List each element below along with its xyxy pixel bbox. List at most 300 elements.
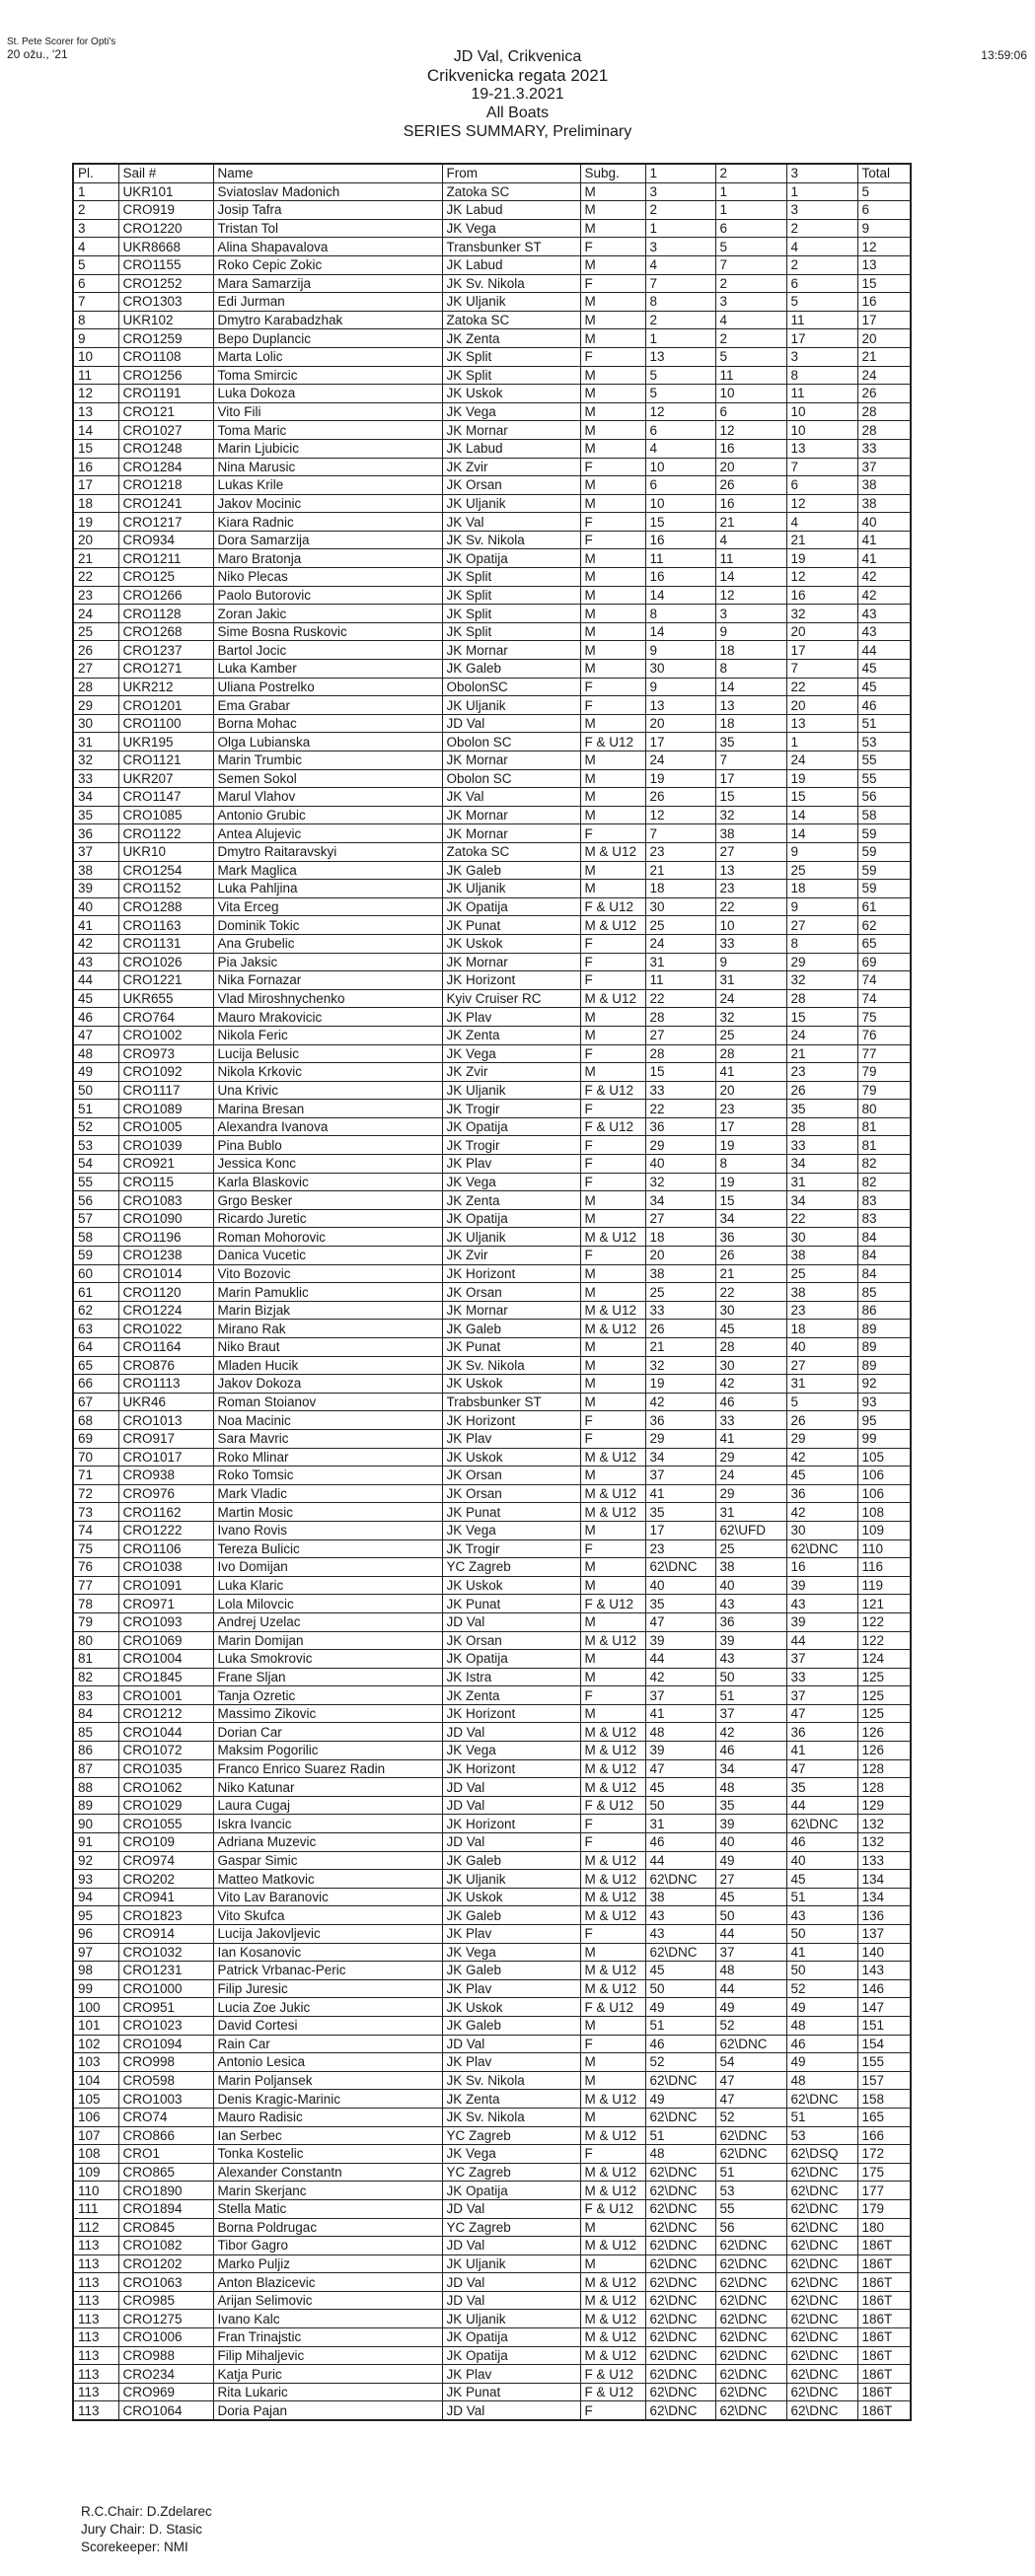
- cell-subgroup: M & U12: [580, 916, 645, 935]
- cell-race-3: 16: [786, 586, 857, 605]
- cell-total: 134: [857, 1888, 911, 1906]
- cell-total: 110: [857, 1539, 911, 1558]
- cell-total: 133: [857, 1851, 911, 1870]
- cell-race-1: 19: [645, 769, 715, 788]
- cell-club: JK Uskok: [442, 1998, 580, 2017]
- table-row: [73, 1356, 911, 1375]
- cell-sail-number: CRO1117: [118, 1081, 213, 1100]
- cell-club: JK Labud: [442, 439, 580, 458]
- table-row: [73, 2163, 911, 2182]
- cell-race-1: 15: [645, 1063, 715, 1082]
- cell-sail-number: CRO1217: [118, 513, 213, 532]
- cell-total: 172: [857, 2145, 911, 2164]
- cell-race-1: 62\DNC: [645, 2163, 715, 2182]
- cell-sailor-name: Dmytro Raitaravskyi: [213, 842, 442, 861]
- cell-subgroup: M & U12: [580, 2090, 645, 2109]
- cell-club: JK Uljanik: [442, 880, 580, 898]
- cell-place: 96: [73, 1925, 118, 1944]
- cell-sail-number: UKR46: [118, 1393, 213, 1411]
- cell-club: JK Zenta: [442, 1026, 580, 1044]
- cell-race-2: 25: [715, 1539, 786, 1558]
- cell-race-3: 50: [786, 1925, 857, 1944]
- table-row: [73, 1558, 911, 1577]
- cell-race-1: 62\DNC: [645, 2365, 715, 2384]
- cell-race-3: 53: [786, 2126, 857, 2145]
- table-row: [73, 1742, 911, 1760]
- cell-sail-number: CRO1221: [118, 971, 213, 990]
- cell-sail-number: CRO866: [118, 2126, 213, 2145]
- cell-sailor-name: Lola Milovcic: [213, 1595, 442, 1613]
- cell-race-1: 32: [645, 1356, 715, 1375]
- cell-sailor-name: Marin Skerjanc: [213, 2182, 442, 2200]
- table-row: [73, 1448, 911, 1467]
- cell-place: 80: [73, 1631, 118, 1650]
- cell-race-1: 9: [645, 678, 715, 696]
- cell-race-1: 62\DNC: [645, 2383, 715, 2401]
- cell-club: JK Istra: [442, 1668, 580, 1686]
- cell-sailor-name: Vito Skufca: [213, 1906, 442, 1925]
- cell-club: JK Orsan: [442, 476, 580, 495]
- cell-race-2: 37: [715, 1704, 786, 1723]
- cell-race-3: 36: [786, 1484, 857, 1503]
- table-row: [73, 1650, 911, 1669]
- cell-place: 44: [73, 971, 118, 990]
- cell-sail-number: CRO1002: [118, 1026, 213, 1044]
- cell-total: 155: [857, 2053, 911, 2072]
- cell-club: JD Val: [442, 1723, 580, 1742]
- rc-chair: R.C.Chair: D.Zdelarec: [81, 2504, 212, 2519]
- cell-sail-number: UKR195: [118, 733, 213, 751]
- col-header-race-1: 1: [645, 164, 715, 182]
- table-row: [73, 494, 911, 513]
- cell-sailor-name: Dora Samarzija: [213, 531, 442, 549]
- table-row: [73, 2145, 911, 2164]
- cell-sail-number: CRO1128: [118, 605, 213, 623]
- cell-race-1: 40: [645, 1155, 715, 1174]
- cell-place: 1: [73, 182, 118, 201]
- cell-race-2: 49: [715, 1851, 786, 1870]
- cell-club: JK Plav: [442, 1925, 580, 1944]
- table-row: [73, 751, 911, 770]
- cell-place: 30: [73, 714, 118, 733]
- cell-sailor-name: Luka Dokoza: [213, 385, 442, 403]
- table-row: [73, 586, 911, 605]
- table-row: [73, 1759, 911, 1778]
- cell-total: 119: [857, 1576, 911, 1595]
- cell-subgroup: M: [580, 1521, 645, 1539]
- cell-club: JK Vega: [442, 1173, 580, 1191]
- cell-total: 37: [857, 458, 911, 476]
- cell-sailor-name: Marin Poljansek: [213, 2071, 442, 2090]
- table-row: [73, 696, 911, 715]
- cell-race-2: 56: [715, 2218, 786, 2237]
- cell-sail-number: CRO1032: [118, 1943, 213, 1962]
- table-row: [73, 1833, 911, 1852]
- cell-race-3: 48: [786, 2016, 857, 2035]
- cell-sail-number: UKR207: [118, 769, 213, 788]
- table-row: [73, 2401, 911, 2420]
- table-row: [73, 1411, 911, 1430]
- cell-race-2: 10: [715, 385, 786, 403]
- cell-sailor-name: Doria Pajan: [213, 2401, 442, 2420]
- table-row: [73, 842, 911, 861]
- cell-total: 157: [857, 2071, 911, 2090]
- cell-club: JK Opatija: [442, 2346, 580, 2365]
- cell-race-2: 62\DNC: [715, 2383, 786, 2401]
- cell-race-3: 39: [786, 1612, 857, 1631]
- cell-race-2: 19: [715, 1173, 786, 1191]
- cell-race-1: 23: [645, 842, 715, 861]
- table-row: [73, 329, 911, 348]
- cell-race-3: 37: [786, 1650, 857, 1669]
- cell-subgroup: F: [580, 696, 645, 715]
- cell-sail-number: UKR10: [118, 842, 213, 861]
- cell-race-2: 14: [715, 678, 786, 696]
- cell-subgroup: M: [580, 2254, 645, 2273]
- cell-place: 87: [73, 1759, 118, 1778]
- cell-race-1: 9: [645, 641, 715, 660]
- cell-club: JK Plav: [442, 1429, 580, 1448]
- cell-race-1: 49: [645, 1998, 715, 2017]
- cell-race-1: 8: [645, 293, 715, 312]
- cell-subgroup: M & U12: [580, 2182, 645, 2200]
- cell-sailor-name: Roko Mlinar: [213, 1448, 442, 1467]
- cell-race-3: 32: [786, 605, 857, 623]
- cell-place: 4: [73, 238, 118, 256]
- cell-total: 45: [857, 660, 911, 679]
- table-row: [73, 953, 911, 971]
- cell-club: JK Galeb: [442, 1962, 580, 1980]
- col-header-subgroup: Subg.: [580, 164, 645, 182]
- cell-race-1: 42: [645, 1668, 715, 1686]
- cell-total: 6: [857, 201, 911, 220]
- cell-sailor-name: Laura Cugaj: [213, 1796, 442, 1815]
- cell-race-3: 62\DNC: [786, 2182, 857, 2200]
- cell-race-2: 47: [715, 2071, 786, 2090]
- table-row: [73, 1979, 911, 1998]
- cell-race-3: 50: [786, 1962, 857, 1980]
- cell-sailor-name: Marko Puljiz: [213, 2254, 442, 2273]
- cell-race-1: 62\DNC: [645, 1558, 715, 1577]
- cell-total: 166: [857, 2126, 911, 2145]
- cell-race-2: 30: [715, 1301, 786, 1320]
- cell-sailor-name: Marta Lolic: [213, 347, 442, 366]
- cell-race-1: 21: [645, 1338, 715, 1357]
- cell-sail-number: UKR101: [118, 182, 213, 201]
- table-row: [73, 916, 911, 935]
- cell-subgroup: F: [580, 1815, 645, 1833]
- cell-place: 29: [73, 696, 118, 715]
- cell-club: JK Split: [442, 586, 580, 605]
- cell-place: 48: [73, 1044, 118, 1063]
- cell-place: 55: [73, 1173, 118, 1191]
- cell-race-2: 50: [715, 1906, 786, 1925]
- cell-place: 68: [73, 1411, 118, 1430]
- cell-race-3: 33: [786, 1668, 857, 1686]
- cell-sail-number: CRO1006: [118, 2328, 213, 2347]
- cell-sail-number: CRO764: [118, 1008, 213, 1027]
- cell-club: JK Uljanik: [442, 494, 580, 513]
- cell-sail-number: CRO1113: [118, 1375, 213, 1394]
- cell-club: JK Uljanik: [442, 1870, 580, 1889]
- cell-total: 186T: [857, 2273, 911, 2292]
- cell-sail-number: CRO1164: [118, 1338, 213, 1357]
- cell-race-3: 46: [786, 2035, 857, 2053]
- cell-subgroup: M & U12: [580, 1448, 645, 1467]
- cell-sail-number: CRO1237: [118, 641, 213, 660]
- cell-total: 158: [857, 2090, 911, 2109]
- cell-place: 26: [73, 641, 118, 660]
- cell-race-3: 21: [786, 531, 857, 549]
- cell-total: 20: [857, 329, 911, 348]
- cell-race-2: 32: [715, 1008, 786, 1027]
- cell-total: 83: [857, 1191, 911, 1210]
- cell-sail-number: CRO1162: [118, 1503, 213, 1522]
- table-row: [73, 2126, 911, 2145]
- cell-sailor-name: Marin Pamuklic: [213, 1283, 442, 1302]
- cell-sailor-name: Tristan Tol: [213, 219, 442, 238]
- cell-sail-number: CRO1254: [118, 861, 213, 880]
- cell-club: JK Sv. Nikola: [442, 531, 580, 549]
- cell-sail-number: CRO1093: [118, 1612, 213, 1631]
- cell-race-2: 46: [715, 1393, 786, 1411]
- cell-club: JD Val: [442, 1833, 580, 1852]
- cell-sailor-name: Toma Smircic: [213, 366, 442, 385]
- cell-place: 27: [73, 660, 118, 679]
- cell-place: 73: [73, 1503, 118, 1522]
- cell-race-2: 18: [715, 641, 786, 660]
- cell-place: 113: [73, 2346, 118, 2365]
- cell-total: 26: [857, 385, 911, 403]
- cell-sailor-name: Sara Mavric: [213, 1429, 442, 1448]
- cell-total: 180: [857, 2218, 911, 2237]
- cell-place: 40: [73, 897, 118, 916]
- cell-race-1: 45: [645, 1778, 715, 1797]
- table-row: [73, 2254, 911, 2273]
- cell-club: JK Zenta: [442, 1191, 580, 1210]
- cell-place: 89: [73, 1796, 118, 1815]
- table-row: [73, 806, 911, 824]
- cell-race-1: 62\DNC: [645, 1870, 715, 1889]
- cell-sail-number: CRO1163: [118, 916, 213, 935]
- cell-subgroup: M: [580, 549, 645, 568]
- cell-subgroup: M & U12: [580, 2310, 645, 2328]
- cell-race-1: 3: [645, 238, 715, 256]
- cell-club: JD Val: [442, 1612, 580, 1631]
- cell-subgroup: M: [580, 293, 645, 312]
- cell-place: 37: [73, 842, 118, 861]
- cell-total: 186T: [857, 2310, 911, 2328]
- cell-sailor-name: Mark Vladic: [213, 1484, 442, 1503]
- table-row: [73, 1320, 911, 1338]
- cell-race-2: 33: [715, 1411, 786, 1430]
- cell-sailor-name: Niko Braut: [213, 1338, 442, 1357]
- cell-sailor-name: Antonio Lesica: [213, 2053, 442, 2072]
- cell-race-1: 10: [645, 458, 715, 476]
- cell-club: JK Punat: [442, 916, 580, 935]
- cell-sail-number: CRO1218: [118, 476, 213, 495]
- cell-subgroup: M & U12: [580, 2273, 645, 2292]
- table-row: [73, 1962, 911, 1980]
- cell-club: JK Plav: [442, 1008, 580, 1027]
- cell-sail-number: CRO845: [118, 2218, 213, 2237]
- cell-race-3: 14: [786, 824, 857, 843]
- cell-race-3: 17: [786, 641, 857, 660]
- table-row: [73, 513, 911, 532]
- cell-sail-number: CRO1152: [118, 880, 213, 898]
- cell-race-3: 3: [786, 347, 857, 366]
- cell-total: 17: [857, 311, 911, 329]
- cell-race-3: 62\DNC: [786, 2218, 857, 2237]
- cell-total: 84: [857, 1264, 911, 1283]
- cell-race-3: 20: [786, 622, 857, 641]
- cell-sail-number: CRO998: [118, 2053, 213, 2072]
- cell-race-2: 9: [715, 622, 786, 641]
- cell-race-2: 15: [715, 788, 786, 807]
- cell-race-2: 35: [715, 733, 786, 751]
- cell-race-1: 62\DNC: [645, 2273, 715, 2292]
- table-row: [73, 568, 911, 587]
- cell-race-1: 13: [645, 696, 715, 715]
- cell-race-1: 31: [645, 1815, 715, 1833]
- cell-place: 112: [73, 2218, 118, 2237]
- cell-race-1: 6: [645, 421, 715, 440]
- cell-race-3: 1: [786, 733, 857, 751]
- cell-place: 113: [73, 2401, 118, 2420]
- cell-race-2: 22: [715, 897, 786, 916]
- cell-total: 53: [857, 733, 911, 751]
- cell-race-2: 18: [715, 714, 786, 733]
- cell-race-1: 27: [645, 1026, 715, 1044]
- cell-race-1: 15: [645, 513, 715, 532]
- cell-race-1: 29: [645, 1136, 715, 1155]
- cell-race-1: 32: [645, 1173, 715, 1191]
- cell-race-3: 34: [786, 1155, 857, 1174]
- cell-sailor-name: Nikola Feric: [213, 1026, 442, 1044]
- cell-sail-number: CRO1212: [118, 1704, 213, 1723]
- cell-sail-number: CRO1063: [118, 2273, 213, 2292]
- cell-race-2: 40: [715, 1833, 786, 1852]
- table-row: [73, 219, 911, 238]
- cell-subgroup: M & U12: [580, 1484, 645, 1503]
- cell-subgroup: M: [580, 1063, 645, 1082]
- cell-race-2: 7: [715, 751, 786, 770]
- cell-race-3: 5: [786, 293, 857, 312]
- cell-club: JK Sv. Nikola: [442, 274, 580, 293]
- table-row: [73, 678, 911, 696]
- cell-race-3: 2: [786, 255, 857, 274]
- cell-sail-number: CRO1248: [118, 439, 213, 458]
- cell-race-2: 27: [715, 1870, 786, 1889]
- cell-place: 107: [73, 2126, 118, 2145]
- cell-subgroup: M: [580, 1356, 645, 1375]
- cell-sail-number: CRO934: [118, 531, 213, 549]
- cell-sail-number: CRO1064: [118, 2401, 213, 2420]
- cell-sail-number: CRO1027: [118, 421, 213, 440]
- cell-total: 140: [857, 1943, 911, 1962]
- table-row: [73, 421, 911, 440]
- cell-total: 65: [857, 934, 911, 953]
- cell-place: 82: [73, 1668, 118, 1686]
- cell-club: JK Labud: [442, 201, 580, 220]
- cell-sail-number: CRO1894: [118, 2199, 213, 2218]
- cell-race-1: 27: [645, 1209, 715, 1228]
- cell-race-3: 62\DNC: [786, 2163, 857, 2182]
- cell-sail-number: CRO1014: [118, 1264, 213, 1283]
- cell-race-3: 6: [786, 476, 857, 495]
- cell-race-3: 44: [786, 1631, 857, 1650]
- cell-race-2: 51: [715, 2163, 786, 2182]
- cell-sail-number: CRO1083: [118, 1191, 213, 1210]
- cell-club: JK Val: [442, 513, 580, 532]
- cell-sailor-name: Arijan Selimovic: [213, 2291, 442, 2310]
- table-row: [73, 1393, 911, 1411]
- cell-sailor-name: Matteo Matkovic: [213, 1870, 442, 1889]
- cell-subgroup: M: [580, 402, 645, 421]
- table-header-row: [73, 164, 911, 182]
- cell-total: 82: [857, 1173, 911, 1191]
- cell-club: JD Val: [442, 2199, 580, 2218]
- cell-sailor-name: Nika Fornazar: [213, 971, 442, 990]
- cell-race-1: 36: [645, 1411, 715, 1430]
- cell-race-3: 26: [786, 1411, 857, 1430]
- cell-place: 52: [73, 1117, 118, 1136]
- cell-sailor-name: Luka Smokrovic: [213, 1650, 442, 1669]
- cell-total: 186T: [857, 2328, 911, 2347]
- cell-race-1: 47: [645, 1612, 715, 1631]
- cell-race-1: 12: [645, 806, 715, 824]
- cell-sailor-name: Roko Tomsic: [213, 1467, 442, 1485]
- cell-subgroup: M: [580, 1264, 645, 1283]
- cell-race-3: 35: [786, 1100, 857, 1118]
- cell-race-3: 40: [786, 1851, 857, 1870]
- cell-race-2: 43: [715, 1650, 786, 1669]
- cell-sailor-name: Alina Shapavalova: [213, 238, 442, 256]
- cell-race-2: 13: [715, 696, 786, 715]
- cell-subgroup: F: [580, 458, 645, 476]
- cell-race-1: 44: [645, 1650, 715, 1669]
- cell-race-1: 16: [645, 568, 715, 587]
- cell-race-3: 13: [786, 439, 857, 458]
- cell-subgroup: F: [580, 1686, 645, 1705]
- cell-sail-number: CRO914: [118, 1925, 213, 1944]
- table-row: [73, 1668, 911, 1686]
- cell-race-1: 62\DNC: [645, 2071, 715, 2090]
- cell-race-3: 40: [786, 1338, 857, 1357]
- cell-place: 72: [73, 1484, 118, 1503]
- cell-sailor-name: Stella Matic: [213, 2199, 442, 2218]
- cell-club: Obolon SC: [442, 769, 580, 788]
- cell-race-3: 28: [786, 989, 857, 1008]
- cell-sailor-name: Andrej Uzelac: [213, 1612, 442, 1631]
- cell-race-2: 11: [715, 549, 786, 568]
- cell-subgroup: F: [580, 1247, 645, 1265]
- cell-total: 125: [857, 1668, 911, 1686]
- cell-club: JK Uljanik: [442, 2310, 580, 2328]
- table-row: [73, 1595, 911, 1613]
- cell-sailor-name: Luka Kamber: [213, 660, 442, 679]
- cell-subgroup: F: [580, 1539, 645, 1558]
- cell-place: 58: [73, 1228, 118, 1247]
- cell-club: JK Split: [442, 366, 580, 385]
- cell-race-1: 38: [645, 1264, 715, 1283]
- cell-place: 13: [73, 402, 118, 421]
- cell-place: 45: [73, 989, 118, 1008]
- cell-subgroup: M & U12: [580, 2291, 645, 2310]
- cell-sail-number: CRO1266: [118, 586, 213, 605]
- cell-sailor-name: Tonka Kostelic: [213, 2145, 442, 2164]
- cell-club: JK Plav: [442, 2053, 580, 2072]
